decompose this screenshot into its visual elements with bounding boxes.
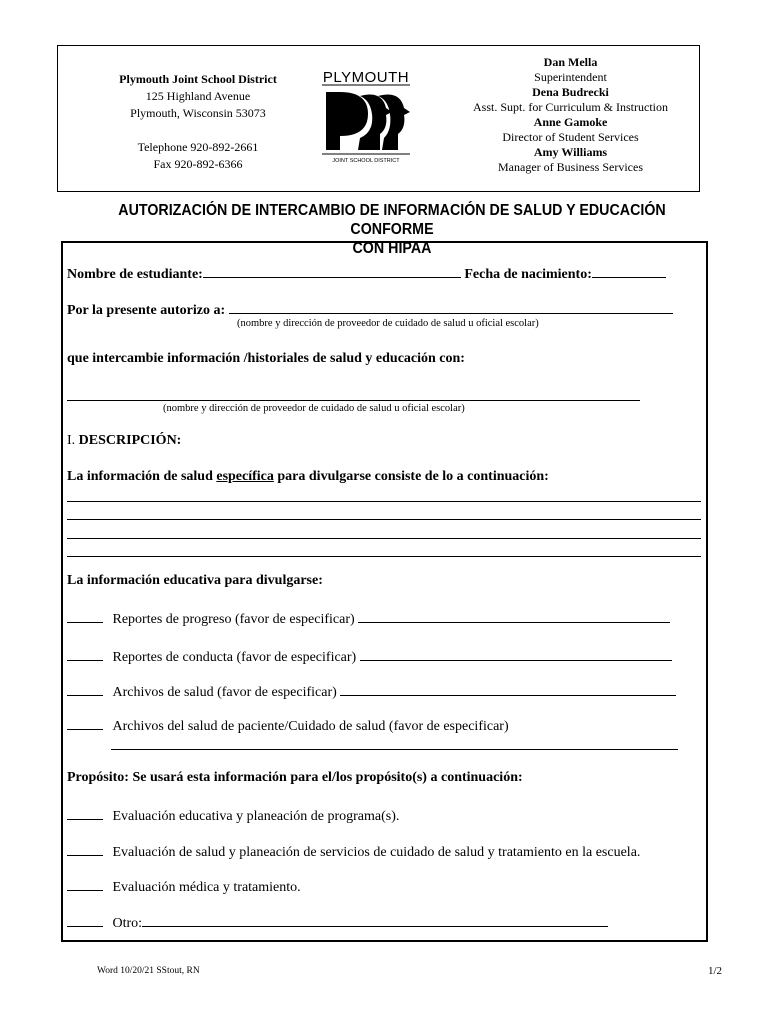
staff-title: Superintendent [534,70,607,84]
edu-item-health-files [67,681,676,701]
exchange-hint: (nombre y dirección de proveedor de cuidado de salud u oficial escolar) [163,403,465,414]
exchange-field[interactable] [67,400,640,401]
purpose-item-educational [67,805,399,825]
purpose-item-check[interactable] [67,805,103,820]
title-line1: AUTORIZACIÓN DE INTERCAMBIO DE INFORMACIÓN DE SALUD Y EDUCACIÓN CONFORME [118,202,666,238]
staff-name: Anne Gamoke [533,115,608,129]
edu-item-check[interactable] [67,646,103,661]
student-name-row [67,263,666,283]
edu-item-progress [67,608,670,628]
health-info-line[interactable] [67,501,701,502]
health-info-label [67,469,549,485]
edu-item-label: Archivos del salud de paciente/Cuidado de salud (favor de especificar) [112,719,509,734]
edu-item-label: Archivos de salud (favor de especificar) [112,685,337,700]
edu-item-field[interactable] [111,749,678,750]
authorize-hint: (nombre y dirección de proveedor de cuidado de salud u oficial escolar) [237,318,539,329]
health-info-pre: La información de salud [67,469,213,484]
logo-subtext: JOINT SCHOOL DISTRICT [332,158,400,164]
purpose-item-check[interactable] [67,876,103,891]
staff-name: Dan Mella [543,55,598,69]
title-line2: CON HIPAA [352,240,432,257]
exchange-label: que intercambie información /historiales de salud y educación con: [67,351,465,366]
health-info-line[interactable] [67,519,701,520]
footer-revision: Word 10/20/21 SStout, RN [97,966,200,976]
health-info-line[interactable] [67,556,701,557]
edu-item-check[interactable] [67,681,103,696]
staff-name: Dena Budrecki [532,85,609,99]
edu-item-label: Reportes de progreso (favor de especificar) [112,612,355,627]
birth-date-label: Fecha de nacimiento: [464,267,592,282]
purpose-item-label: Evaluación médica y tratamiento. [112,880,301,895]
health-info-emphasis: específica [216,469,274,484]
edu-item-patient-files [67,715,509,735]
authorization-form [61,241,708,942]
section-title: DESCRIPCIÓN: [78,433,182,448]
purpose-item-health [67,841,640,861]
edu-item-check[interactable] [67,715,103,730]
student-name-field[interactable] [203,263,461,278]
purpose-item-label: Otro: [112,916,143,931]
staff-title: Asst. Supt. for Curriculum & Instruction [473,100,668,114]
fax: Fax 920-892-6366 [153,157,243,171]
edu-item-field[interactable] [340,681,676,696]
authorize-row [67,299,673,319]
district-name: Plymouth Joint School District [119,72,277,86]
staff-title: Manager of Business Services [498,160,643,174]
purpose-item-check[interactable] [67,841,103,856]
page-number: 1/2 [708,965,723,977]
student-name-label: Nombre de estudiante: [67,267,203,282]
health-info-line[interactable] [67,538,701,539]
edu-info-label: La información educativa para divulgarse: [67,573,323,588]
edu-item-label: Reportes de conducta (favor de especificar) [112,650,357,665]
section-heading [67,433,181,449]
staff-list [458,55,683,175]
district-logo [320,68,412,164]
purpose-item-other [67,912,608,932]
staff-title: Director of Student Services [502,130,639,144]
purpose-item-medical [67,876,301,896]
section-number: I. [67,433,76,448]
logo-text: PLYMOUTH [322,69,410,86]
birth-date-field[interactable] [592,263,666,278]
health-info-post: para divulgarse consiste de lo a continuación: [277,469,549,484]
letterhead [57,45,700,192]
purpose-label: Propósito: Se usará esta información para el/los propósito(s) a continuación: [67,770,523,785]
purpose-item-check[interactable] [67,912,103,927]
purpose-item-label: Evaluación de salud y planeación de servicios de cuidado de salud y tratamiento en la escuela. [112,845,641,860]
district-info [118,71,278,173]
edu-item-field[interactable] [358,608,670,623]
purpose-other-field[interactable] [142,912,608,927]
purpose-item-label: Evaluación educativa y planeación de programa(s). [112,809,400,824]
address-line1: 125 Highland Avenue [145,89,251,103]
authorize-field[interactable] [229,299,673,314]
telephone: Telephone 920-892-2661 [137,140,259,154]
edu-item-conduct [67,646,672,666]
edu-item-field[interactable] [360,646,672,661]
staff-name: Amy Williams [533,145,608,159]
edu-item-check[interactable] [67,608,103,623]
authorize-label: Por la presente autorizo a: [67,303,226,318]
address-line2: Plymouth, Wisconsin 53073 [130,106,266,120]
